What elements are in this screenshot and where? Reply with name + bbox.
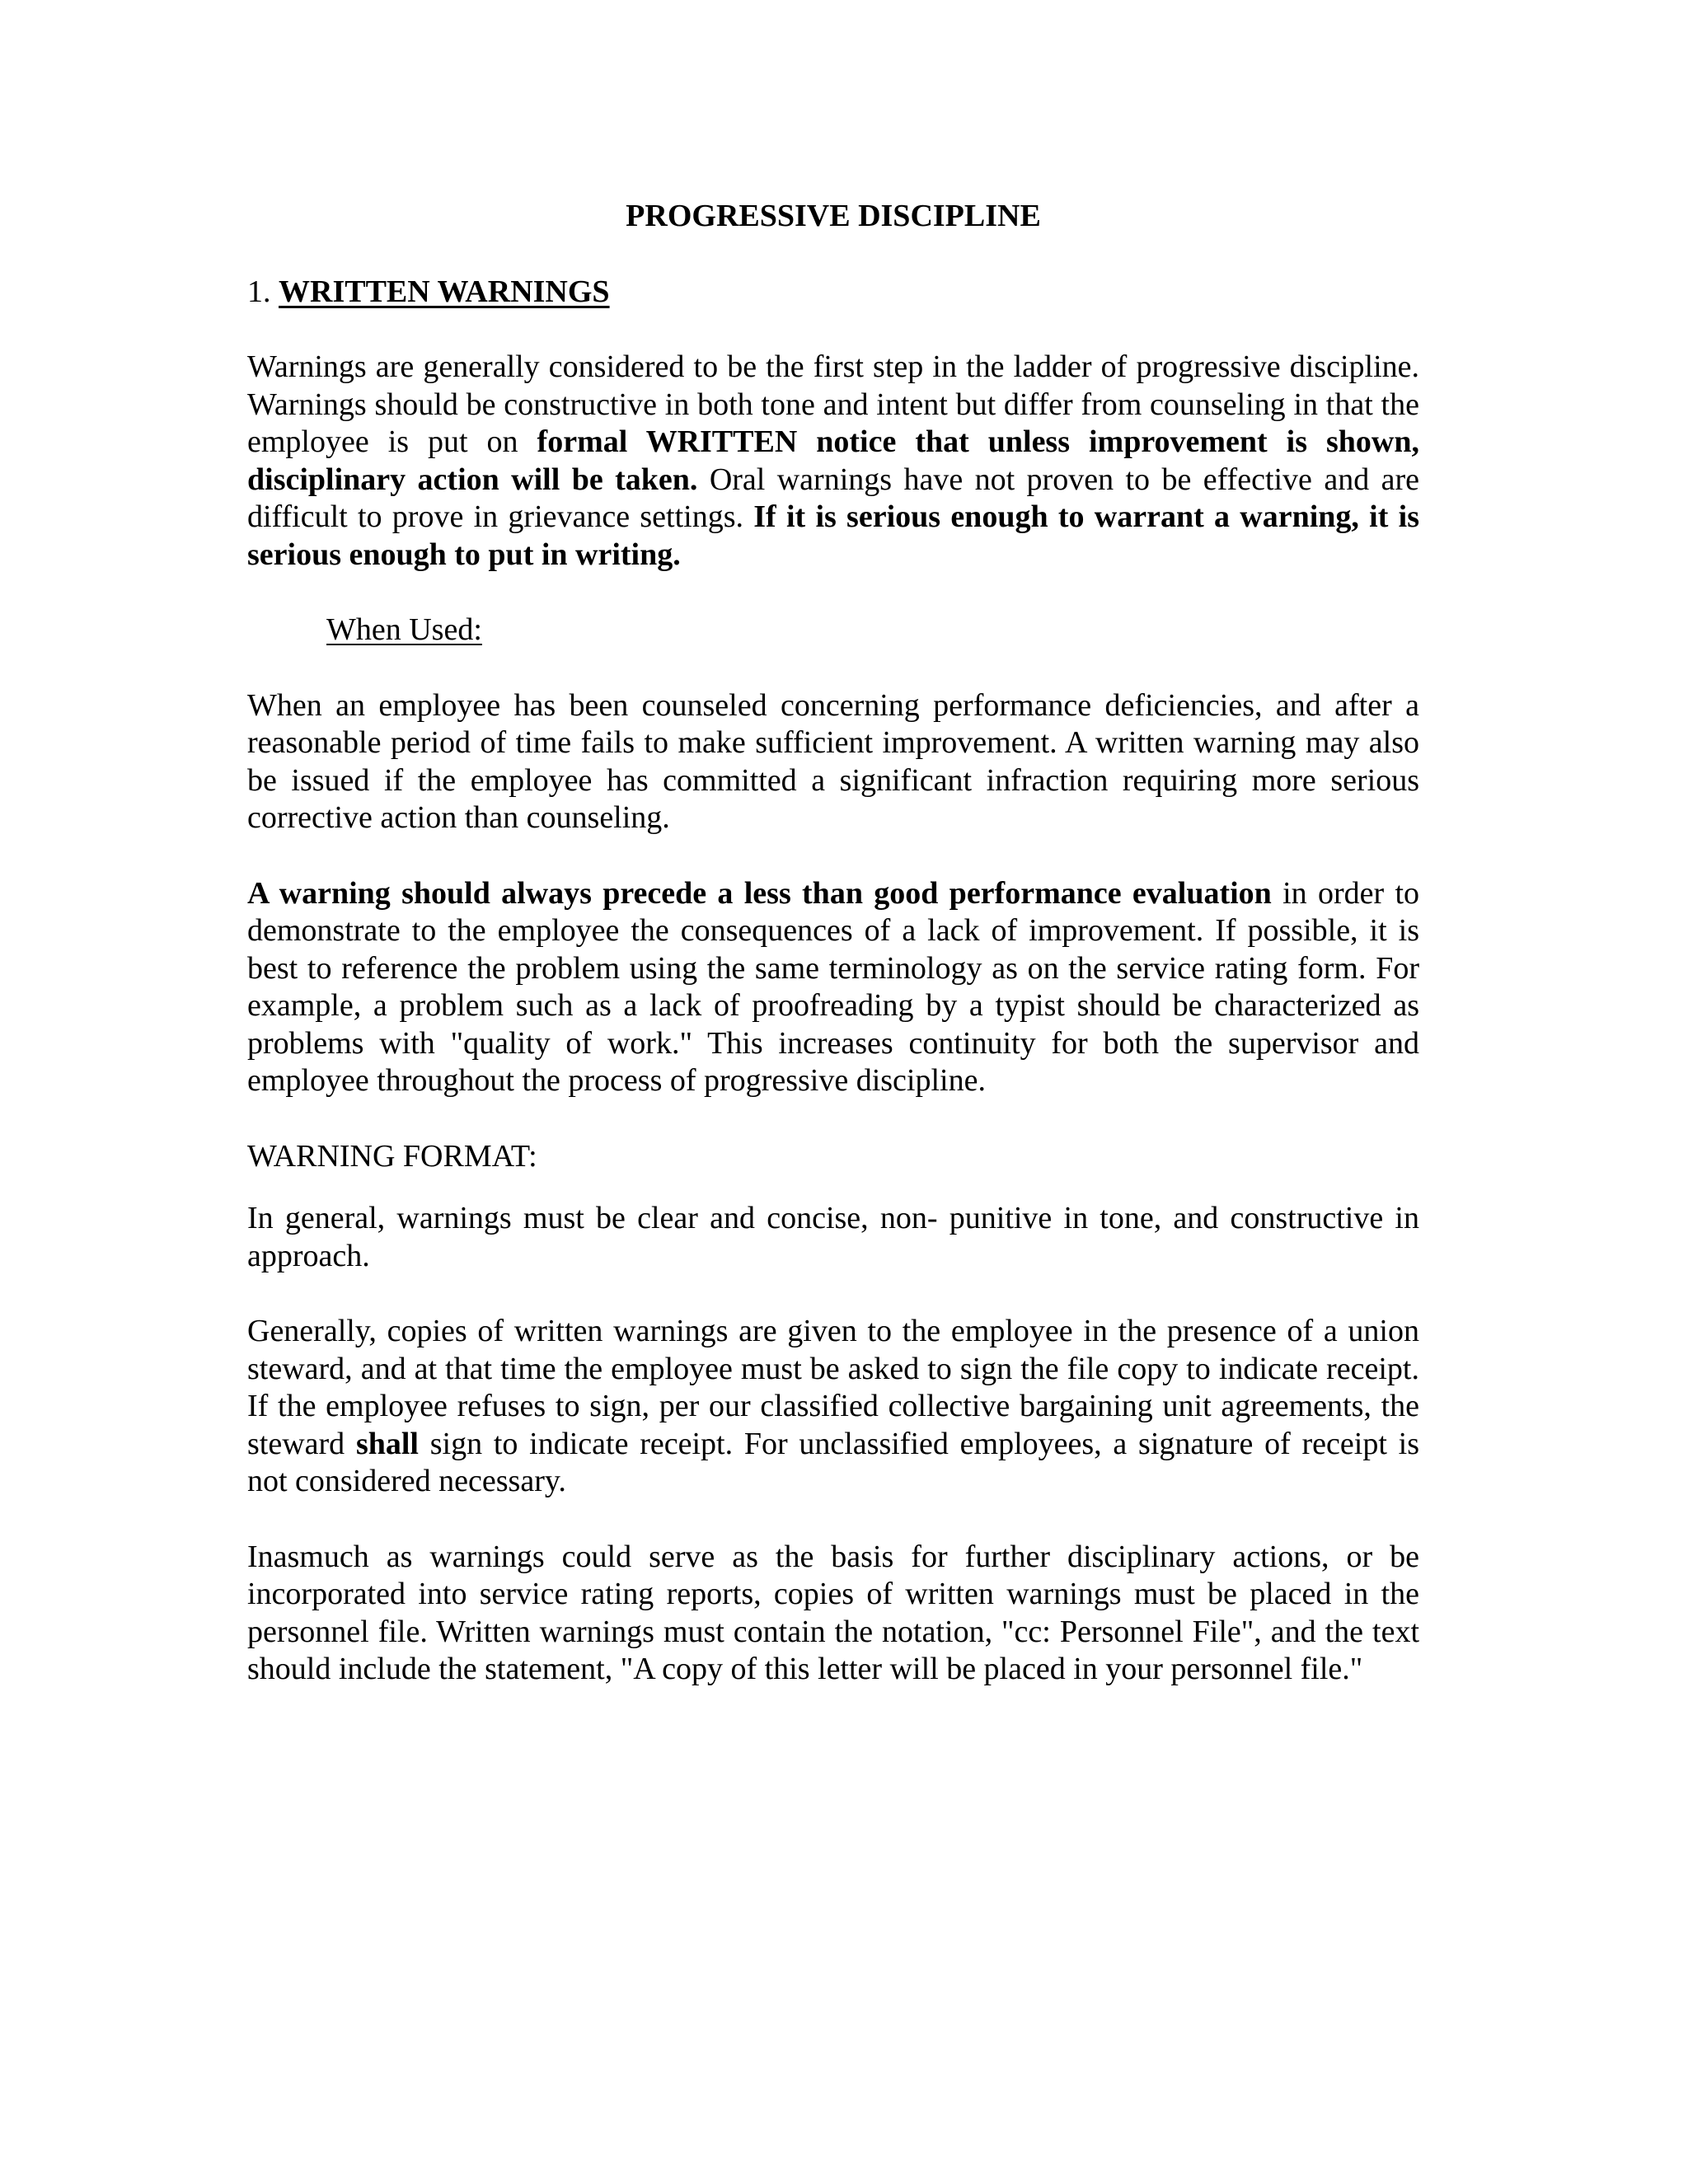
warning-format-heading: WARNING FORMAT: <box>247 1138 537 1174</box>
intro-paragraph <box>247 349 1419 574</box>
when-used-heading <box>326 612 1419 649</box>
section-title: WRITTEN WARNINGS <box>279 274 610 309</box>
intro-bold-2: If it is serious enough to warrant a warning, it is serious enough to put in writing. <box>247 499 1419 572</box>
format-copies-paragraph <box>247 1313 1419 1501</box>
copies-text-2: sign to indicate receipt. For unclassified employees, a signature of receipt is not considered necessary. <box>247 1426 1419 1498</box>
copies-text-1: Generally, copies of written warnings are given to the employee in the presence of a union steward, and at that time the employee must be asked to sign the file copy to indicate receipt. If the employee refuses to sign, per our classified collective bargaining unit agreements, the steward <box>247 1314 1419 1461</box>
intro-text-1: Warnings are generally considered to be the first step in the ladder of progressive discipline. Warnings should be constructive in both tone and intent but differ from counseling in that the employee is put on <box>247 349 1419 459</box>
section-heading <box>247 274 1419 312</box>
section-number: 1. <box>247 274 271 309</box>
when-used-label: When Used: <box>326 612 482 647</box>
document-title: PROGRESSIVE DISCIPLINE <box>626 199 1041 233</box>
intro-bold-1: formal WRITTEN notice that unless improvement is shown, disciplinary action will be taken. <box>247 424 1419 497</box>
document-body <box>247 198 1419 1727</box>
format-general-paragraph: In general, warnings must be clear and concise, non- punitive in tone, and constructive in approach. <box>247 1201 1419 1273</box>
evaluation-text: in order to demonstrate to the employee the consequences of a lack of improvement. If possible, it is best to reference the problem using the same terminology as on the service rating form. For example, a problem such as a lack of proofreading by a typist should be characterized as problems with "quality of work." This increases continuity for both the supervisor and employee throughout the process of progressive discipline. <box>247 875 1420 1098</box>
copies-bold-shall: shall <box>355 1426 419 1461</box>
intro-text-2: Oral warnings have not proven to be effective and are difficult to prove in grievance settings. <box>247 462 1419 534</box>
format-inasmuch-paragraph: Inasmuch as warnings could serve as the basis for further disciplinary actions, or be incorporated into service rating reports, copies of written warnings must be placed in the personnel file. Written warnings must contain the notation, "cc: Personnel File", and the text should include the statement, "A copy of this letter will be placed in your personnel file." <box>247 1539 1419 1686</box>
evaluation-bold: A warning should always precede a less than good performance evaluation <box>247 875 1272 911</box>
evaluation-paragraph <box>247 875 1419 1100</box>
when-used-paragraph: When an employee has been counseled concerning performance deficiencies, and after a reasonable period of time fails to make sufficient improvement. A written warning may also be issued if the employee has committed a significant infraction requiring more serious corrective action than counseling. <box>247 687 1419 835</box>
